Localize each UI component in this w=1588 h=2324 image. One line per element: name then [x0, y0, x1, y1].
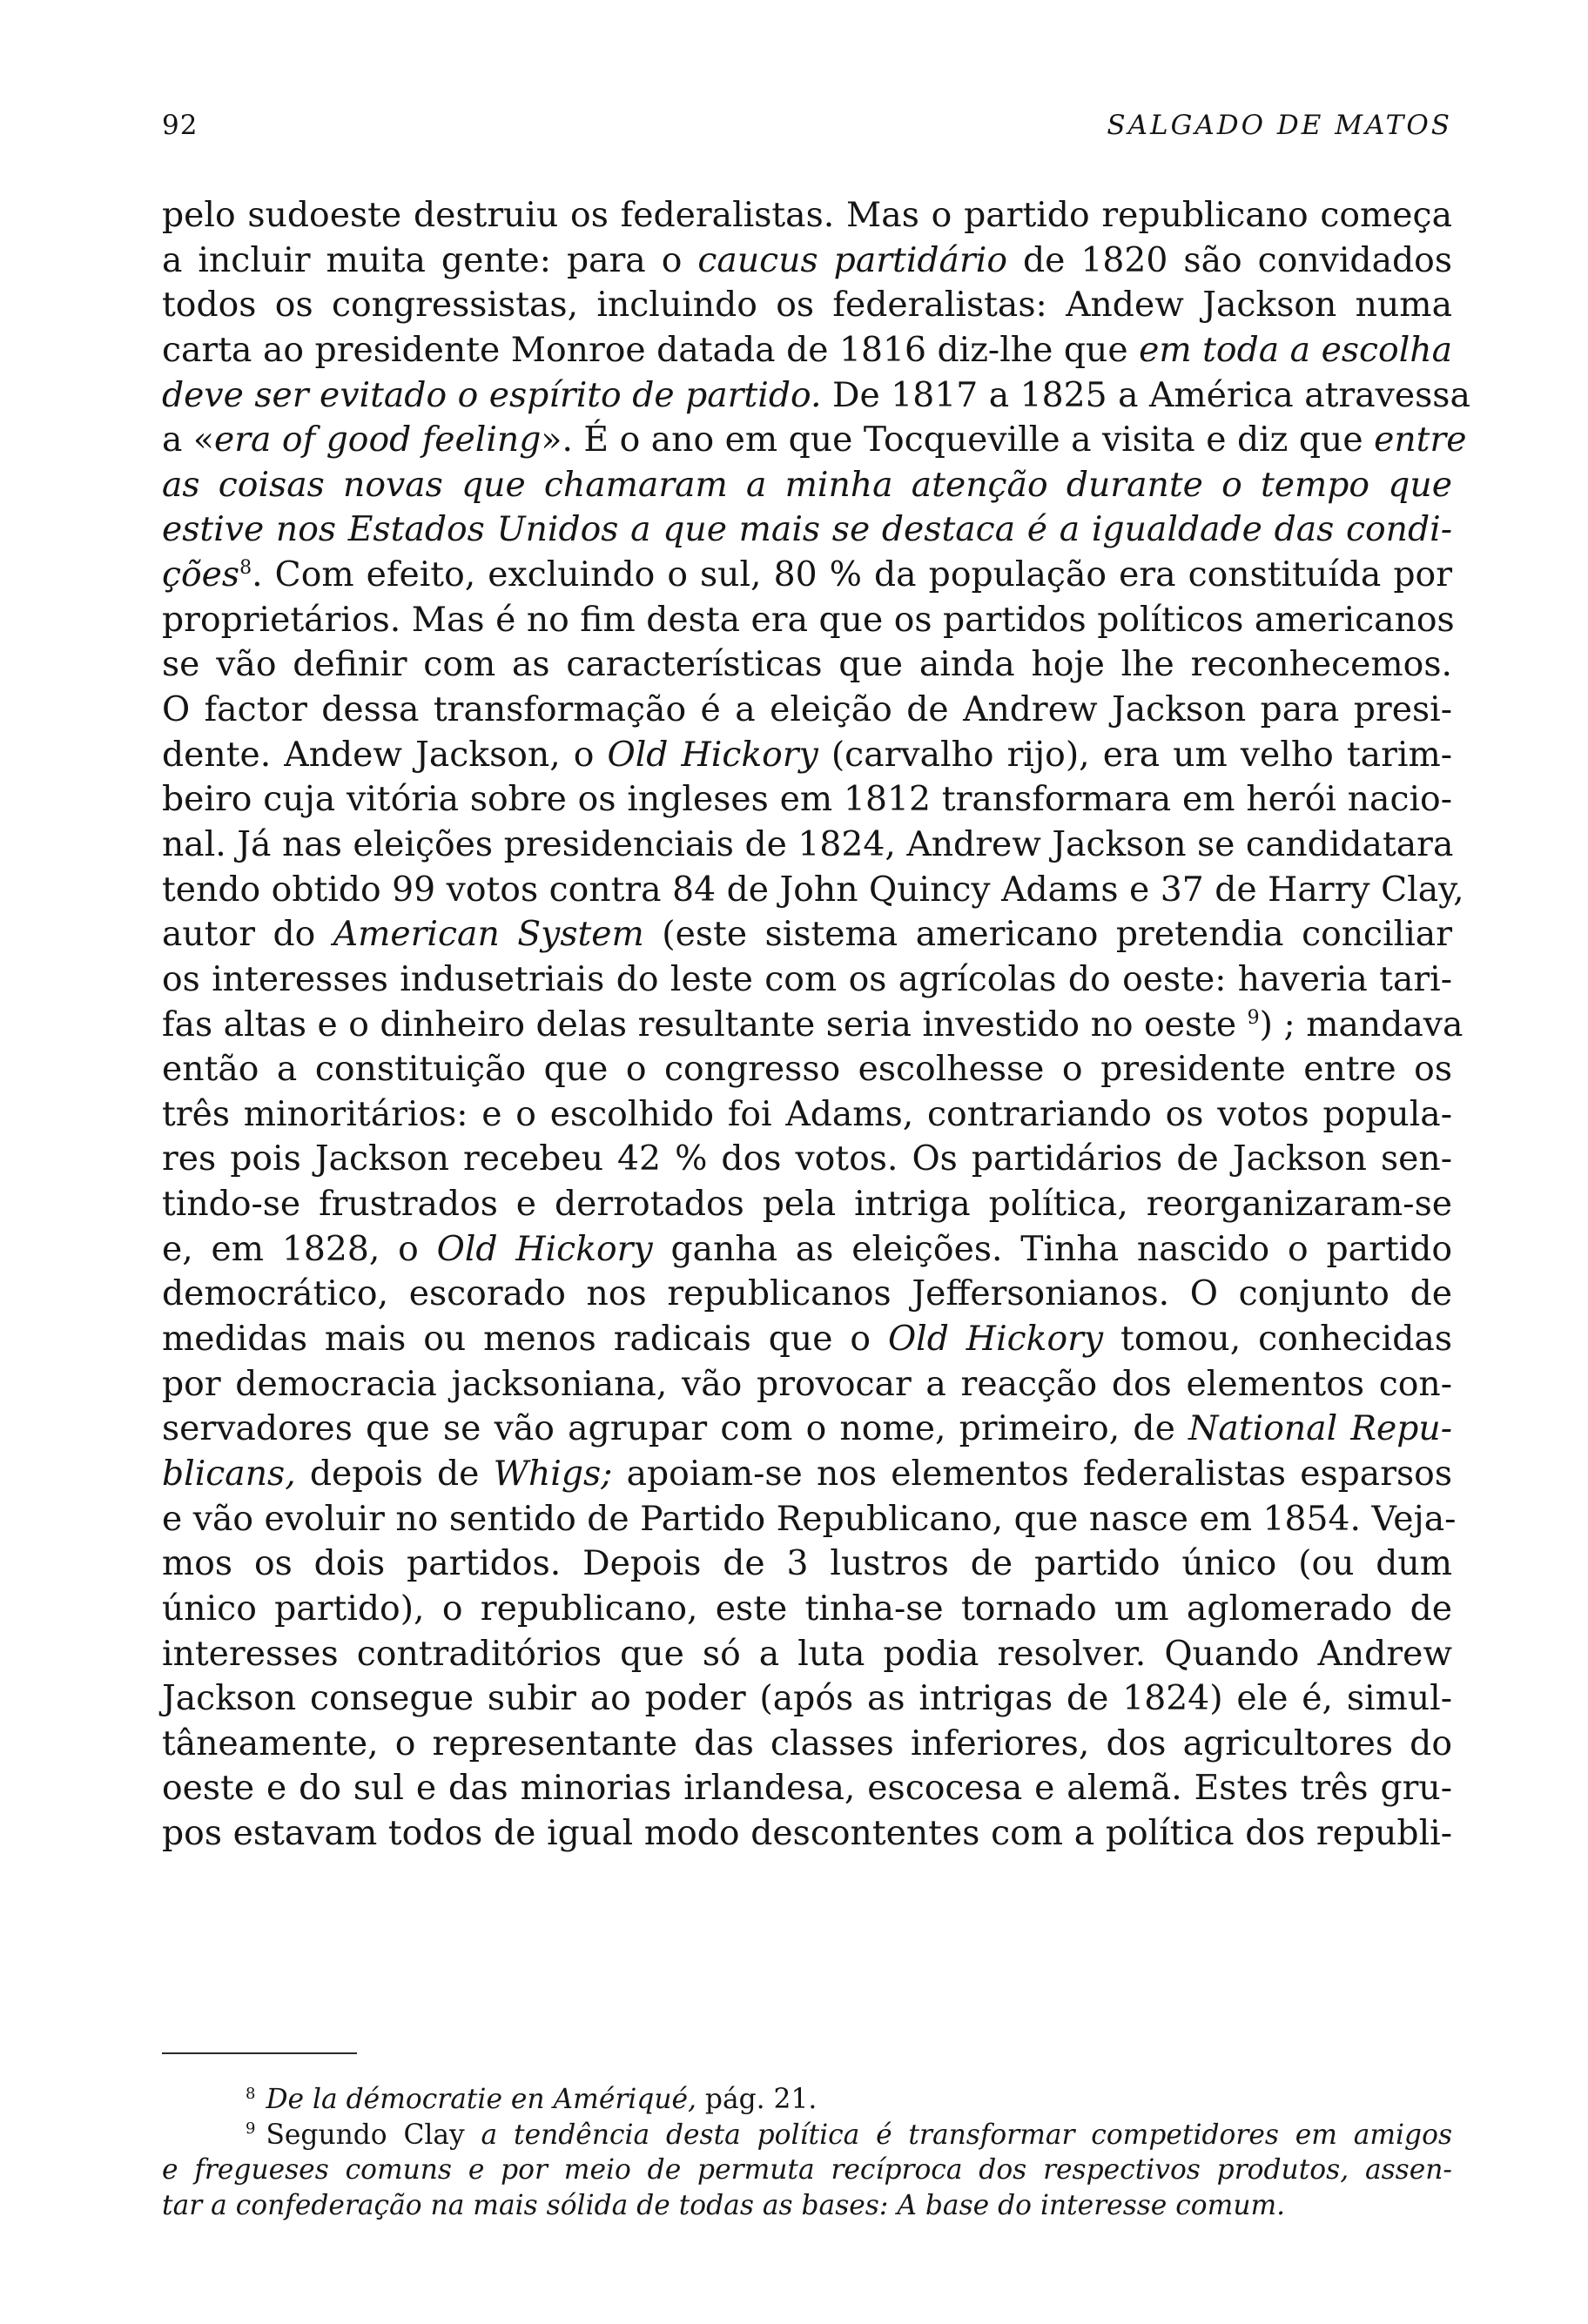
text-line [162, 642, 1452, 688]
text-line [162, 1452, 1452, 1497]
text-run: pelo sudoeste destruiu os federalistas. Mas o partido republicano começa [162, 196, 1452, 235]
text-line [162, 823, 1452, 868]
text-line [162, 193, 1452, 238]
footnote-line [162, 2153, 1452, 2188]
text-line [162, 1541, 1452, 1587]
text-run: tâneamente, o representante das classes inferiores, dos agricultores do [162, 1723, 1452, 1763]
text-line [162, 1092, 1452, 1138]
italic-text: Old Hickory [436, 1229, 653, 1269]
footnote-divider [162, 2052, 357, 2054]
text-line [162, 328, 1452, 373]
main-text [162, 193, 1470, 1857]
text-line [162, 1047, 1452, 1092]
italic-text: Old Hickory [607, 735, 818, 775]
text-line [162, 1587, 1452, 1632]
text-run: e vão evoluir no sentido de Partido Republicano, que nasce em 1854. Veja- [162, 1499, 1457, 1539]
text-run: (carvalho rijo), era um velho tarim- [818, 735, 1452, 775]
italic-text: American System [333, 915, 644, 955]
text-line [162, 1811, 1452, 1857]
italic-text: estive nos Estados Unidos a que mais se destaca é a igualdade das condi- [162, 510, 1452, 550]
text-run: democrático, escorado nos republicanos Jeffersonianos. O conjunto de [162, 1274, 1452, 1314]
text-line [162, 553, 1452, 598]
text-run: mos os dois partidos. Depois de 3 lustros de partido único (ou dum [162, 1544, 1452, 1584]
text-run: três minoritários: e o escolhido foi Adams, contrariando os votos popula- [162, 1094, 1452, 1134]
running-title: SALGADO DE MATOS [1107, 110, 1452, 141]
italic-text: blicans, [162, 1454, 296, 1494]
footnote-line [162, 2082, 1452, 2118]
text-run: . Com efeito, excluindo o sul, 80 % da população era constituída por [252, 555, 1452, 595]
text-run: beiro cuja vitória sobre os ingleses em 1812 transformara em herói nacio- [162, 780, 1452, 820]
footnote-mark: 9 [246, 2119, 256, 2139]
footnote-reference: 9 [1247, 1006, 1260, 1029]
text-run: nal. Já nas eleições presidenciais de 1824, Andrew Jackson se candidatara [162, 824, 1454, 864]
text-line [162, 1362, 1452, 1407]
footnote-line [162, 2188, 1452, 2224]
page-header [162, 110, 1452, 141]
italic-text: Whigs; [493, 1454, 613, 1494]
text-run: a « [162, 420, 214, 460]
italic-text: Old Hickory [887, 1320, 1104, 1360]
text-run: ) ; mandava [1259, 1004, 1464, 1044]
text-line [162, 463, 1452, 508]
text-run: único partido), o republicano, este tinha-se tornado um aglomerado de [162, 1589, 1452, 1629]
text-run: servadores que se vão agrupar com o nome, primeiro, de [162, 1409, 1189, 1449]
text-run: a incluir muita gente: para o [162, 240, 698, 280]
italic-text: as coisas novas que chamaram a minha atenção durante o tempo que [162, 465, 1452, 505]
italic-text: tar a confederação na mais sólida de todas as bases: A base do interesse comum. [162, 2189, 1286, 2221]
text-run: depois de [295, 1454, 494, 1494]
text-line [162, 1227, 1452, 1273]
text-line [162, 507, 1452, 553]
page-number: 92 [162, 110, 198, 141]
text-run: Jackson consegue subir ao poder (após as intrigas de 1824) ele é, simul- [162, 1679, 1452, 1719]
text-run: ganha as eleições. Tinha nascido o partido [652, 1229, 1453, 1269]
text-run: interesses contraditórios que só a luta podia resolver. Quando Andrew [162, 1634, 1452, 1674]
text-run: pág. 21. [696, 2084, 818, 2115]
text-run: proprietários. Mas é no fim desta era que os partidos políticos americanos [162, 600, 1455, 640]
footnote-line [162, 2118, 1452, 2153]
text-run: de 1820 são convidados [1006, 240, 1452, 280]
footnotes [162, 2082, 1452, 2223]
italic-text: entre [1374, 420, 1467, 460]
text-line [162, 598, 1455, 643]
text-line [162, 1407, 1452, 1452]
text-run: todos os congressistas, incluindo os federalistas: Andew Jackson numa [162, 285, 1452, 326]
text-line [162, 1137, 1452, 1182]
text-line [162, 283, 1452, 328]
text-run: então a constituição que o congresso escolhesse o presidente entre os [162, 1050, 1452, 1090]
text-run: e, em 1828, o [162, 1229, 437, 1269]
text-line [162, 1676, 1452, 1722]
text-run: tomou, conhecidas [1103, 1320, 1453, 1360]
italic-text: caucus partidário [697, 240, 1007, 280]
text-line [162, 912, 1452, 957]
text-line [162, 1003, 1464, 1048]
text-line [162, 1722, 1452, 1767]
text-run: O factor dessa transformação é a eleição de Andrew Jackson para presi- [162, 690, 1452, 730]
italic-text: deve ser evitado o espírito de partido. [162, 375, 822, 415]
text-line [162, 1632, 1452, 1677]
text-run: Segundo Clay [266, 2119, 481, 2151]
text-run: (este sistema americano pretendia conciliar [643, 915, 1452, 955]
italic-text: De la démocratie en Amériqué, [266, 2084, 696, 2115]
text-line [162, 868, 1464, 913]
text-run: pos estavam todos de igual modo descontentes com a política dos republi- [162, 1814, 1452, 1854]
text-line [162, 1272, 1452, 1317]
text-line [162, 238, 1452, 284]
text-run: se vão definir com as características que ainda hoje lhe reconhecemos. [162, 645, 1452, 685]
italic-text: era of good feeling [213, 420, 542, 460]
footnote-mark: 8 [246, 2084, 256, 2103]
text-run: carta ao presidente Monroe datada de 1816 diz-lhe que [162, 330, 1140, 370]
italic-text: e fregueses comuns e por meio de permuta recíproca dos respectivos produtos, assen- [162, 2154, 1452, 2186]
text-run: apoiam-se nos elementos federalistas esparsos [612, 1454, 1452, 1494]
text-line [162, 688, 1452, 733]
text-line [162, 418, 1467, 463]
text-line [162, 1317, 1452, 1362]
text-run: medidas mais ou menos radicais que o [162, 1320, 888, 1360]
text-line [162, 957, 1452, 1003]
text-run: autor do [162, 915, 333, 955]
italic-text: ções [162, 555, 240, 595]
text-line [162, 777, 1452, 823]
text-run: De 1817 a 1825 a América atravessa [821, 375, 1470, 415]
italic-text: em toda a escolha [1139, 330, 1452, 370]
text-line [162, 1497, 1457, 1542]
text-run: oeste e do sul e das minorias irlandesa, escocesa e alemã. Estes três gru- [162, 1769, 1452, 1809]
italic-text: a tendência desta política é transformar competidores em amigos [481, 2119, 1452, 2151]
text-line [162, 373, 1470, 419]
text-run: tendo obtido 99 votos contra 84 de John Quincy Adams e 37 de Harry Clay, [162, 870, 1464, 910]
text-run: fas altas e o dinheiro delas resultante seria investido no oeste [162, 1004, 1248, 1044]
text-run: por democracia jacksoniana, vão provocar a reacção dos elementos con- [162, 1364, 1452, 1404]
text-run: dente. Andew Jackson, o [162, 735, 608, 775]
text-line [162, 1766, 1452, 1811]
text-run: tindo-se frustrados e derrotados pela intriga política, reorganizaram-se [162, 1185, 1452, 1225]
text-line [162, 1182, 1452, 1227]
italic-text: National Repu- [1188, 1409, 1452, 1449]
footnote-reference: 8 [239, 557, 252, 580]
text-run: res pois Jackson recebeu 42 % dos votos. Os partidários de Jackson sen- [162, 1139, 1452, 1179]
text-run: os interesses indusetriais do leste com os agrícolas do oeste: haveria tari- [162, 959, 1452, 999]
text-run: ». É o ano em que Tocqueville a visita e diz que [541, 420, 1375, 460]
text-line [162, 733, 1452, 778]
